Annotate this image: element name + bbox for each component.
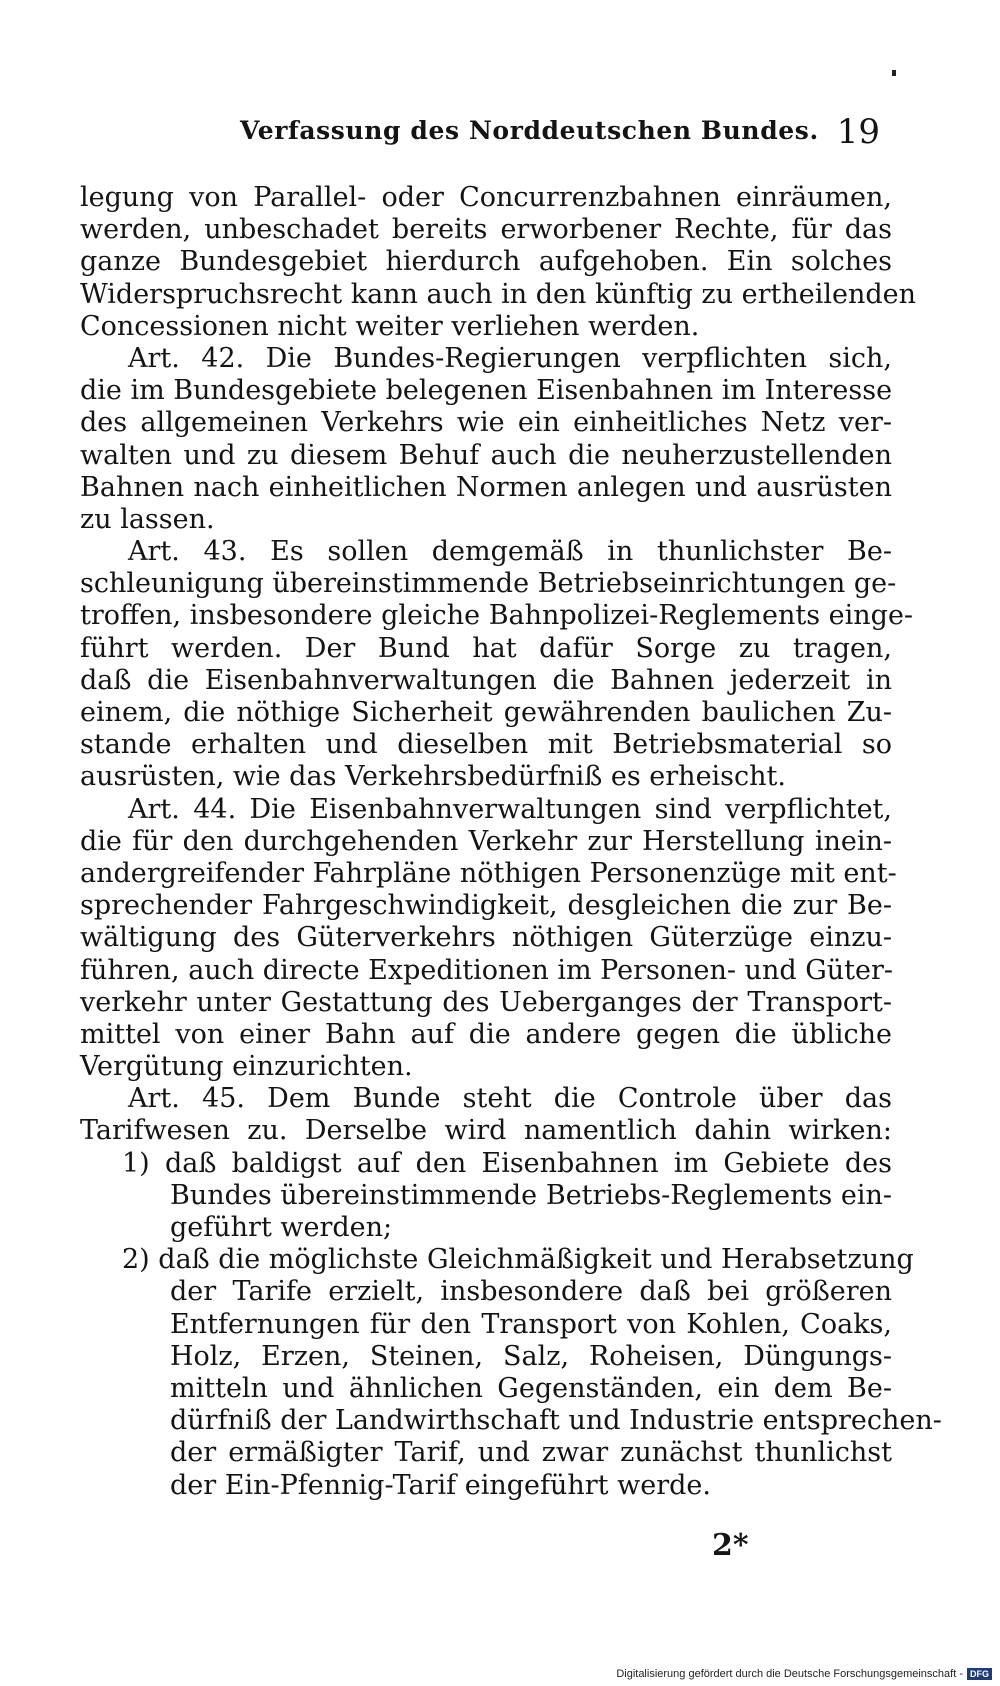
text-line: einem, die nöthige Sicherheit gewährenden baulichen Zu- bbox=[80, 697, 892, 728]
text-line: die im Bundesgebiete belegenen Eisenbahnen im Interesse bbox=[80, 375, 893, 407]
article-45-line: Art. 45. Dem Bunde steht die Controle über das bbox=[128, 1083, 892, 1115]
dfg-logo-icon: DFG bbox=[967, 1668, 992, 1680]
text-line: Entfernungen für den Transport von Kohlen, Coaks, bbox=[170, 1308, 892, 1340]
ink-speck bbox=[892, 70, 896, 76]
text-line: sprechender Fahrgeschwindigkeit, desgleichen die zur Be- bbox=[80, 890, 892, 922]
text-line: schleunigung übereinstimmende Betriebseinrichtungen ge- bbox=[80, 568, 897, 600]
article-43-line: Art. 43. Es sollen demgemäß in thunlichster Be- bbox=[128, 536, 892, 568]
text-line: Vergütung einzurichten. bbox=[80, 1051, 413, 1083]
text-line: führt werden. Der Bund hat dafür Sorge zu tragen, bbox=[80, 632, 892, 664]
text-line: daß die Eisenbahnverwaltungen die Bahnen jederzeit in bbox=[80, 664, 892, 696]
text-line: walten und zu diesem Behuf auch die neuherzustellenden bbox=[80, 439, 892, 471]
list-item-1: 1) daß baldigst auf den Eisenbahnen im Gebiete des bbox=[122, 1147, 892, 1179]
article-42-line: Art. 42. Die Bundes-Regierungen verpflichten sich, bbox=[128, 342, 892, 374]
text-line: des allgemeinen Verkehrs wie ein einheitliches Netz ver- bbox=[80, 407, 892, 439]
text-line: wältigung des Güterverkehrs nöthigen Güterzüge einzu- bbox=[80, 922, 892, 954]
text-line: ganze Bundesgebiet hierdurch aufgehoben. Ein solches bbox=[80, 246, 892, 278]
text-line: andergreifender Fahrpläne nöthigen Personenzüge mit ent- bbox=[80, 857, 897, 889]
text-line: die für den durchgehenden Verkehr zur Herstellung inein- bbox=[80, 825, 892, 857]
text-line: mittel von einer Bahn auf die andere gegen die übliche bbox=[80, 1018, 892, 1050]
text-line: Bundes übereinstimmende Betriebs-Reglements ein- bbox=[170, 1179, 892, 1211]
text-line: werden, unbeschadet bereits erworbener Rechte, für das bbox=[80, 214, 892, 246]
text-line: Holz, Erzen, Steinen, Salz, Roheisen, Düngungs- bbox=[170, 1340, 892, 1372]
text-line: legung von Parallel- oder Concurrenzbahnen einräumen, bbox=[80, 182, 892, 213]
page-header bbox=[240, 112, 880, 152]
text-line: der Ein-Pfennig-Tarif eingeführt werde. bbox=[170, 1469, 711, 1501]
signature-mark: 2* bbox=[712, 1528, 749, 1563]
text-line: Concessionen nicht weiter verliehen werden. bbox=[80, 310, 700, 342]
body-text bbox=[80, 182, 942, 1502]
text-line: verkehr unter Gestattung des Ueberganges der Transport- bbox=[80, 986, 892, 1018]
running-title: Verfassung des Norddeutschen Bundes. bbox=[240, 116, 819, 145]
footer-credit: Digitalisierung gefördert durch die Deutsche Forschungsgemeinschaft - bbox=[616, 1668, 963, 1680]
text-line: ausrüsten, wie das Verkehrsbedürfniß es erheischt. bbox=[80, 761, 786, 793]
text-line: troffen, insbesondere gleiche Bahnpolizei-Reglements einge- bbox=[80, 600, 914, 632]
text-line: Widerspruchsrecht kann auch in den künftig zu ertheilenden bbox=[80, 278, 917, 310]
text-line: zu lassen. bbox=[80, 503, 215, 535]
list-item-2: 2) daß die möglichste Gleichmäßigkeit und Herabsetzung bbox=[122, 1244, 914, 1276]
text-line: Tarifwesen zu. Derselbe wird namentlich dahin wirken: bbox=[80, 1115, 892, 1147]
digitization-footer bbox=[616, 1668, 992, 1680]
text-line: mitteln und ähnlichen Gegenständen, ein dem Be- bbox=[170, 1372, 892, 1404]
text-line: geführt werden; bbox=[170, 1212, 393, 1243]
text-line: der Tarife erzielt, insbesondere daß bei größeren bbox=[170, 1276, 892, 1308]
text-line: stande erhalten und dieselben mit Betriebsmaterial so bbox=[80, 729, 892, 761]
text-line: der ermäßigter Tarif, und zwar zunächst thunlichst bbox=[170, 1437, 892, 1469]
article-44-line: Art. 44. Die Eisenbahnverwaltungen sind verpflichtet, bbox=[128, 793, 892, 825]
page-number: 19 bbox=[836, 112, 880, 152]
text-line: Bahnen nach einheitlichen Normen anlegen und ausrüsten bbox=[80, 471, 892, 503]
text-line: führen, auch directe Expeditionen im Personen- und Güter- bbox=[80, 954, 894, 986]
text-line: dürfniß der Landwirthschaft und Industrie entsprechen- bbox=[170, 1405, 942, 1437]
